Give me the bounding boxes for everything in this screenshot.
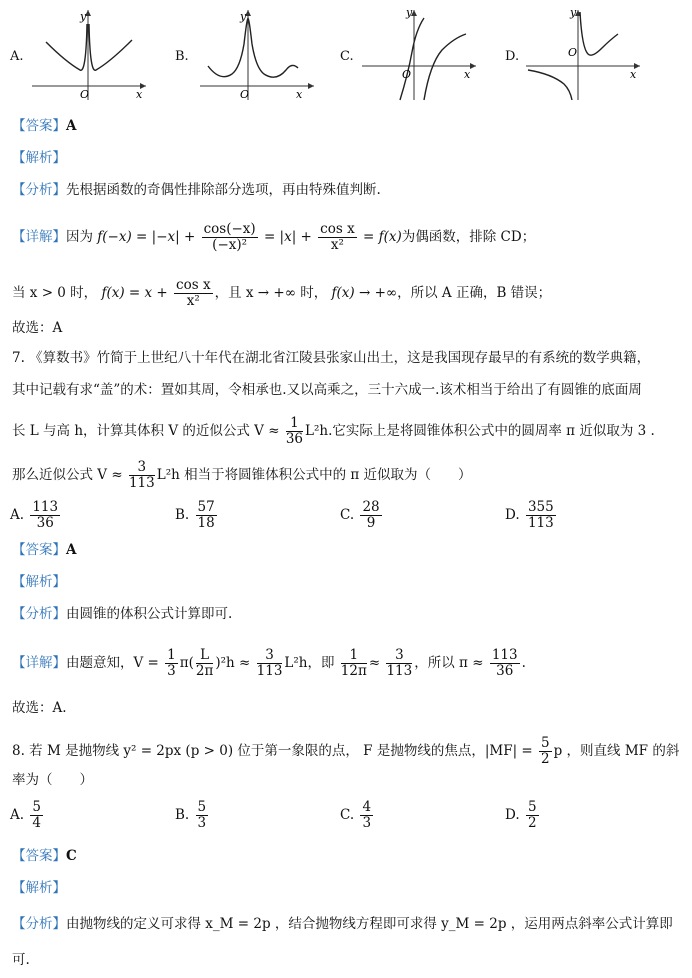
graph-d-y: y <box>570 6 577 19</box>
graph-a-o: O <box>80 88 90 101</box>
analysis-tag: 【解析】 <box>12 150 66 166</box>
q7-line1: 7. 《算数书》竹简于上世纪八十年代在湖北省江陵县张家山出土，这是我国现存最早的有系统的数学典籍， <box>12 350 651 366</box>
q8-option-b[interactable]: B. $\frac{5}{3}$ <box>175 799 207 831</box>
graph-c <box>358 4 488 102</box>
option-c-label: C. <box>340 49 354 64</box>
q6-analysis <box>12 148 66 168</box>
graph-d <box>522 4 652 102</box>
option-a-label: A. <box>10 49 24 64</box>
q7-line4: 那么近似公式 V ≈ $\frac{3}{113}$ L²h 相当于将圆锥体积公式中的 π 近似取为（ ） <box>12 459 472 491</box>
q6-detail <box>12 222 535 253</box>
option-d-label: D. <box>505 49 520 64</box>
q7-option-c[interactable]: C. $\frac{28}{9}$ <box>340 499 380 531</box>
formula: f(x) → +∞ <box>331 285 398 301</box>
graph-b <box>196 4 326 102</box>
q8-analysis: 【解析】 <box>12 880 66 896</box>
graph-c-o: O <box>402 68 412 81</box>
q8-line2: 率为（ ） <box>12 772 93 788</box>
answer-tag: 【答案】 <box>12 118 66 134</box>
fenxi-text: 先根据函数的奇偶性排除部分选项，再由特殊值判断. <box>66 182 381 198</box>
q7-line2: 其中记载有求“盖”的术：置如其周，令相承也.又以高乘之，三十六成一.该术相当于给出了有圆锥的底面周 <box>12 382 642 398</box>
graph-c-x: x <box>464 68 471 81</box>
detail-text: 因为 <box>66 229 93 245</box>
option-b-label: B. <box>175 49 189 64</box>
fenxi-tag: 【分析】 <box>12 182 66 198</box>
detail-tag: 【详解】 <box>12 229 66 245</box>
graph-b-y: y <box>240 10 247 23</box>
detail-text: ，所以 A 正确，B 错误； <box>397 285 552 301</box>
q7-fenxi: 【分析】由圆锥的体积公式计算即可. <box>12 606 233 622</box>
q8-line1: 8. 若 M 是抛物线 y² = 2px (p > 0) 位于第一象限的点， F 是抛物线的焦点，|MF| = $\frac{5}{2}$ p ，则直线 MF 的斜 <box>12 735 680 767</box>
q7-line3: 长 L 与高 h，计算其体积 V 的近似公式 V ≈ $\frac{1}{36}$ L²h.它实际上是将圆锥体积公式中的圆周率 π 近似取为 3 . <box>12 415 655 447</box>
detail-text: 当 x > 0 时， <box>12 285 98 301</box>
graph-d-o: O <box>568 46 578 59</box>
detail-text: ，且 x → +∞ 时， <box>214 285 328 301</box>
q7-conclusion: 故选：A. <box>12 700 67 716</box>
formula: f(−x) = |−x| + <box>97 229 196 245</box>
q7-detail: 【详解】由题意知，V = $\frac{1}{3}$ π( $\frac{L}{2\pi}$ )²h ≈ $\frac{3}{113}$ L²h，即 $\frac{1}{12\pi}$ ≈ $\frac{3}{113}$ ，所以 π ≈ $\frac{113}{36}$ . <box>12 647 526 679</box>
q8-option-a[interactable]: A. $\frac{5}{4}$ <box>10 799 41 831</box>
graph-c-y: y <box>406 6 413 19</box>
formula: = |x| + <box>263 229 312 245</box>
answer-value: A <box>66 118 77 134</box>
fraction: $\frac{1}{36}$ <box>285 415 303 447</box>
graph-b-o: O <box>240 88 250 101</box>
q8-answer: 【答案】C <box>12 848 77 864</box>
graph-a <box>28 4 158 102</box>
q6-answer <box>12 116 76 136</box>
fraction: $\frac{\cos(-x)}{\text{(−x)²}}$ <box>203 221 256 253</box>
q8-option-c[interactable]: C. $\frac{4}{3}$ <box>340 799 372 831</box>
q7-answer: 【答案】A <box>12 542 77 558</box>
fraction: $\frac{3}{113}$ <box>128 459 155 491</box>
q7-option-d[interactable]: D. $\frac{355}{113}$ <box>505 499 554 531</box>
q6-conclusion: 故选：A <box>12 320 63 336</box>
graph-d-x: x <box>630 68 637 81</box>
formula: f(x) = x + <box>101 285 168 301</box>
q7-option-b[interactable]: B. $\frac{57}{18}$ <box>175 499 215 531</box>
fraction: $\frac{\text{cos x}}{\text{x²}}$ <box>320 221 355 253</box>
formula: = f(x) <box>363 229 402 245</box>
q7-analysis: 【解析】 <box>12 574 66 590</box>
q7-option-a[interactable]: A. $\frac{113}{36}$ <box>10 499 59 531</box>
q6-line2 <box>12 278 551 309</box>
graph-a-x: x <box>136 88 143 101</box>
q8-fenxi: 【分析】由抛物线的定义可求得 x_M = 2p ，结合抛物线方程即可求得 y_M = 2p ，运用两点斜率公式计算即 <box>12 916 673 932</box>
graph-a-y: y <box>80 10 87 23</box>
graph-b-x: x <box>296 88 303 101</box>
q8-option-d[interactable]: D. $\frac{5}{2}$ <box>505 799 537 831</box>
detail-text: 为偶函数，排除 CD； <box>401 229 536 245</box>
fraction: $\frac{\text{cos x}}{\text{x²}}$ <box>176 277 211 309</box>
q8-fenxi-cont: 可. <box>12 952 30 968</box>
q6-fenxi <box>12 180 381 200</box>
